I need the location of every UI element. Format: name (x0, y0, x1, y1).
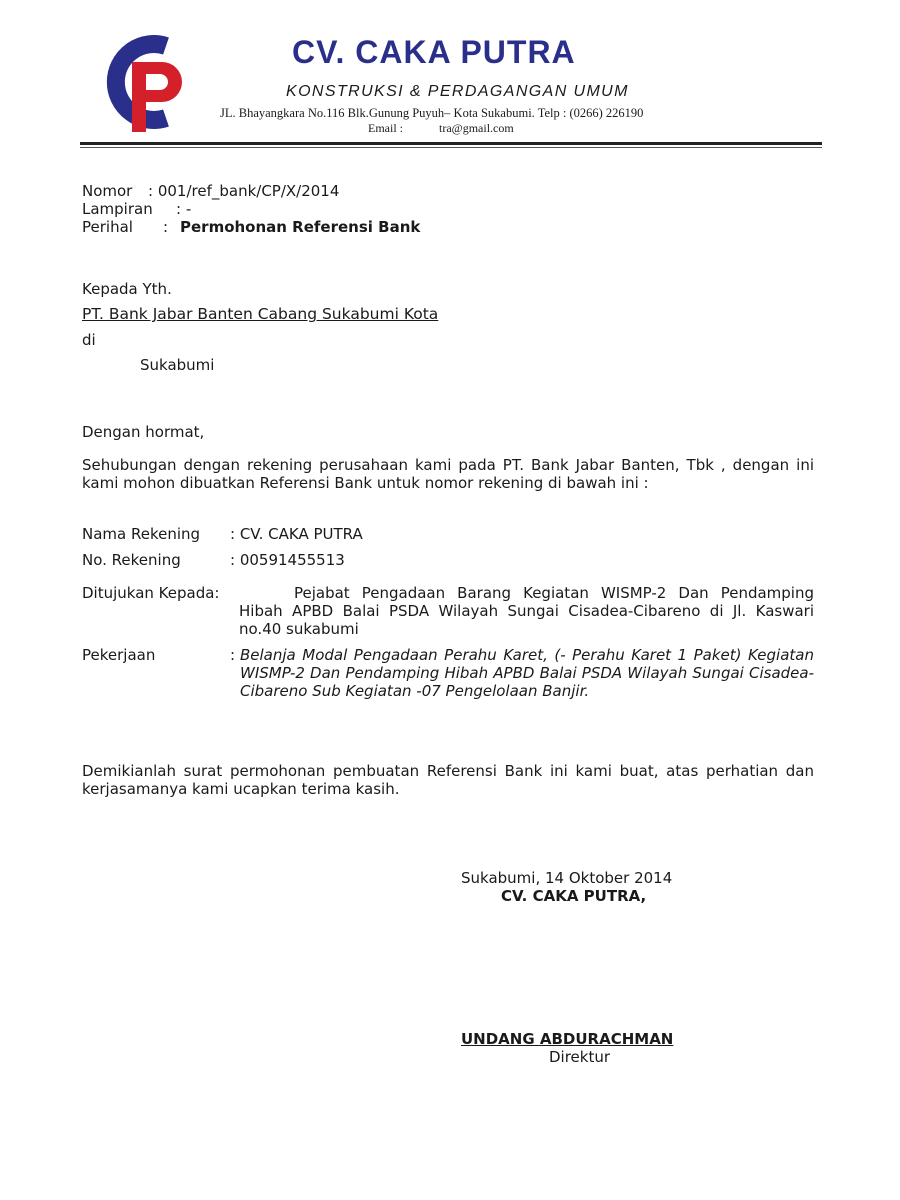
nomor-value: : 001/ref_bank/CP/X/2014 (148, 182, 340, 200)
signer-title: Direktur (549, 1048, 611, 1066)
closing-paragraph: Demikianlah surat permohonan pembuatan Referensi Bank ini kami buat, atas perhatian dan kerjasamanya kami ucapkan terima kasih. (82, 762, 814, 798)
recipient-greeting: Kepada Yth. (82, 280, 172, 298)
no-rekening-value: : 00591455513 (230, 551, 345, 569)
letterhead-rule-thin (80, 147, 822, 148)
perihal-separator: : (163, 218, 169, 236)
signer-name: UNDANG ABDURACHMAN (461, 1030, 674, 1048)
salutation: Dengan hormat, (82, 423, 205, 441)
pekerjaan-value: Belanja Modal Pengadaan Perahu Karet, (- Perahu Karet 1 Paket) Kegiatan WISMP-2 Dan Pendamping Hibah APBD Balai PSDA Wilayah Sungai Cisadea-Cibareno Sub Kegiatan -07 Pengelolaan Banjir. (240, 646, 814, 700)
company-tagline: KONSTRUKSI & PERDAGANGAN UMUM (286, 83, 629, 100)
company-logo (104, 32, 204, 134)
no-rekening-label: No. Rekening (82, 551, 181, 569)
company-address: JL. Bhayangkara No.116 Blk.Gunung Puyuh– Kota Sukabumi. Telp : (0266) 226190 (220, 106, 644, 120)
perihal-value: Permohonan Referensi Bank (180, 218, 421, 236)
company-name: CV. CAKA PUTRA (292, 34, 576, 70)
lampiran-value: : - (176, 200, 192, 218)
place-date: Sukabumi, 14 Oktober 2014 (461, 869, 673, 887)
ditujukan-value: Pejabat Pengadaan Barang Kegiatan WISMP-2 Dan Pendamping Hibah APBD Balai PSDA Wilayah Sungai Cisadea-Cibareno di Jl. Kaswari no.40 sukabumi (239, 584, 814, 638)
nomor-label: Nomor (82, 182, 133, 200)
company-email: Email : ‌ ‌ ‌ ‌ ‌ ‌ ‌ ‌ ‌ ‌ ‌ tra@gmail.com (368, 121, 514, 135)
pekerjaan-separator: : (230, 646, 236, 664)
recipient-name: PT. Bank Jabar Banten Cabang Sukabumi Kota (82, 305, 439, 323)
nama-rekening-value: : CV. CAKA PUTRA (230, 525, 363, 543)
recipient-di: di (82, 331, 96, 349)
nama-rekening-label: Nama Rekening (82, 525, 201, 543)
letterhead-rule-thick (80, 142, 822, 145)
signature-company: CV. CAKA PUTRA, (501, 887, 647, 905)
intro-paragraph: Sehubungan dengan rekening perusahaan kami pada PT. Bank Jabar Banten, Tbk , dengan ini kami mohon dibuatkan Referensi Bank untuk nomor rekening di bawah ini : (82, 456, 814, 492)
ditujukan-label: Ditujukan Kepada: (82, 584, 220, 602)
pekerjaan-label: Pekerjaan (82, 646, 156, 664)
perihal-label: Perihal (82, 218, 133, 236)
lampiran-label: Lampiran (82, 200, 153, 218)
recipient-city: Sukabumi (140, 356, 215, 374)
